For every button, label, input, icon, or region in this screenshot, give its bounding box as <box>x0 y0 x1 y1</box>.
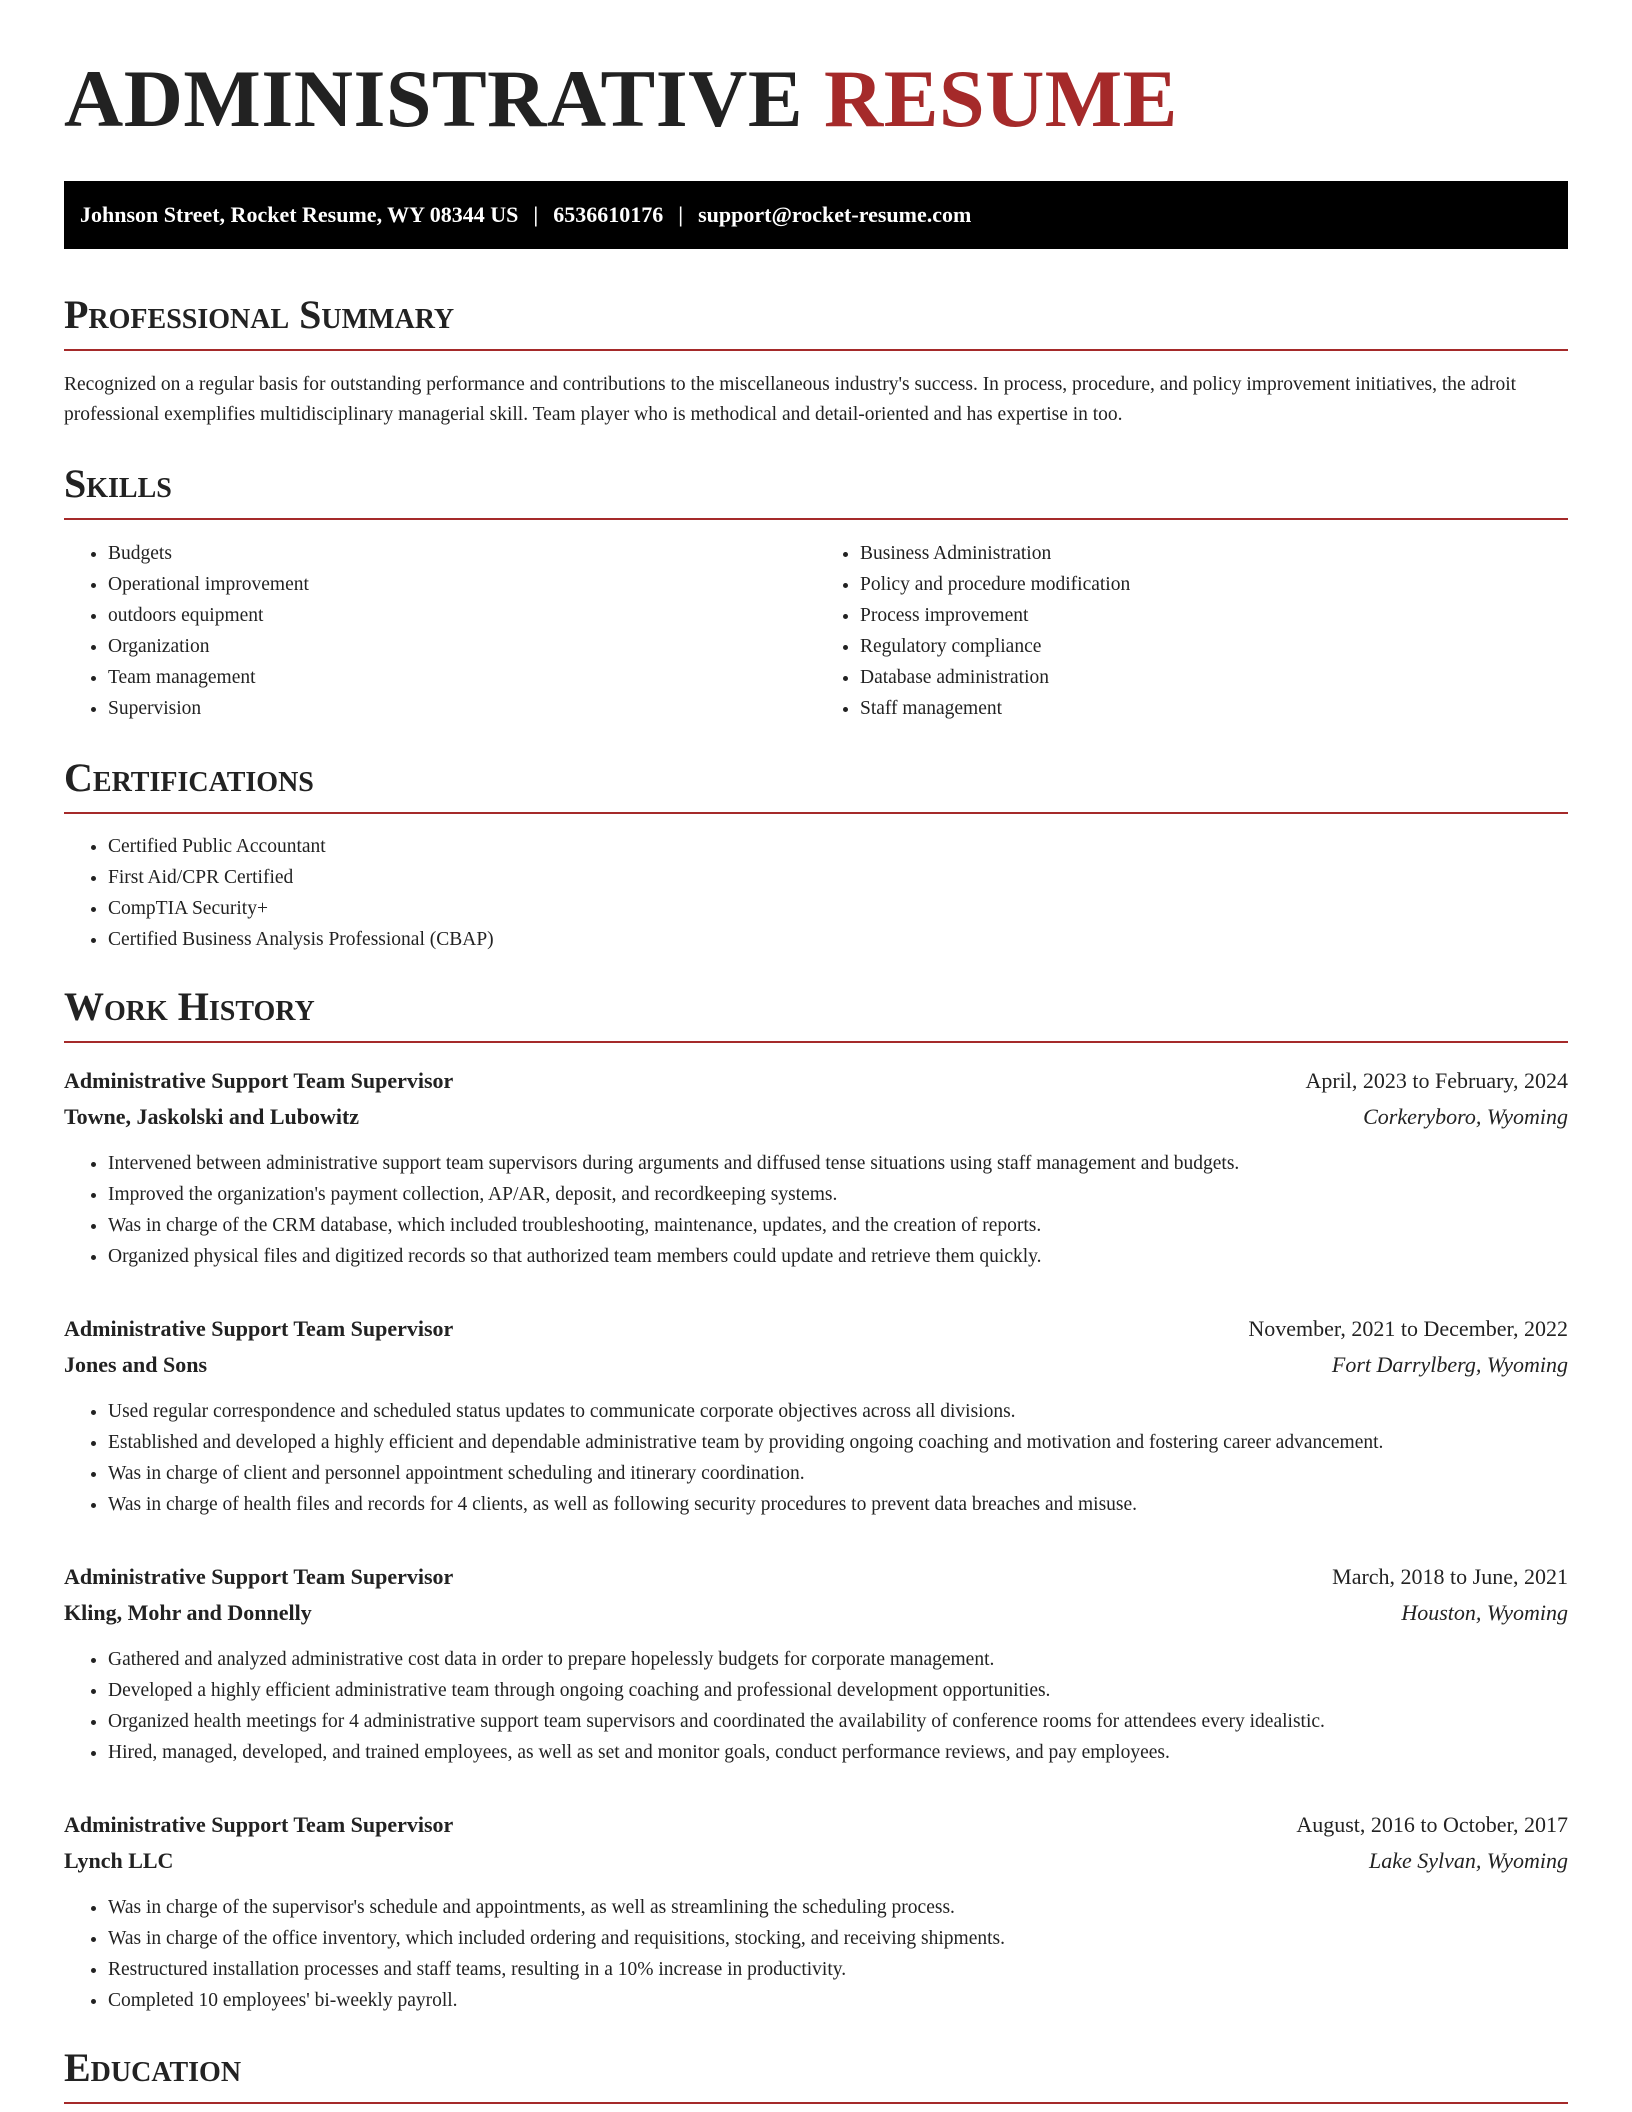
certification-item: • First Aid/CPR Certified <box>108 862 1568 893</box>
job-duties <box>64 1644 1568 1768</box>
title-main: ADMINISTRATIVE <box>64 53 804 144</box>
job-location: Fort Darrylberg, Wyoming <box>1331 1352 1568 1377</box>
job-duty: • Used regular correspondence and scheduled status updates to communicate corporate objectives across all divisions. <box>108 1396 1568 1427</box>
job-header-row <box>64 1807 1568 1843</box>
job-duty: • Was in charge of the supervisor's schedule and appointments, as well as streamlining the scheduling process. <box>108 1892 1568 1923</box>
job-duty: • Organized physical files and digitized records so that authorized team members could update and retrieve them quickly. <box>108 1241 1568 1272</box>
job-entry <box>64 1063 1568 1272</box>
job-title: Administrative Support Team Supervisor <box>64 1812 454 1837</box>
job-entry <box>64 1559 1568 1768</box>
contact-phone[interactable]: 6536610176 <box>553 202 664 227</box>
work-history-heading: Work History <box>64 985 1568 1043</box>
job-duty: • Completed 10 employees' bi-weekly payroll. <box>108 1985 1568 2016</box>
job-dates: August, 2016 to October, 2017 <box>1296 1812 1568 1837</box>
job-company-row <box>64 1595 1568 1631</box>
job-location: Houston, Wyoming <box>1401 1600 1568 1625</box>
job-duty: • Was in charge of the office inventory, which included ordering and requisitions, stocking, and receiving shipments. <box>108 1923 1568 1954</box>
job-header-row <box>64 1311 1568 1347</box>
job-dates: March, 2018 to June, 2021 <box>1332 1564 1568 1589</box>
certification-item: • Certified Public Accountant <box>108 831 1568 862</box>
job-duties <box>64 1892 1568 2016</box>
contact-separator: | <box>678 202 684 227</box>
job-company-row <box>64 1843 1568 1879</box>
job-duty: • Improved the organization's payment collection, AP/AR, deposit, and recordkeeping systems. <box>108 1179 1568 1210</box>
skill-item: • Supervision <box>108 693 816 724</box>
job-location: Corkeryboro, Wyoming <box>1363 1104 1568 1129</box>
skill-item: • Business Administration <box>860 538 1568 569</box>
job-entry <box>64 1807 1568 2016</box>
skills-heading: Skills <box>64 462 1568 520</box>
resume-title <box>64 0 1568 144</box>
skill-item: • Process improvement <box>860 600 1568 631</box>
skill-item: • Team management <box>108 662 816 693</box>
skill-item: • Database administration <box>860 662 1568 693</box>
job-duty: • Was in charge of the CRM database, which included troubleshooting, maintenance, updates, and the creation of reports. <box>108 1210 1568 1241</box>
job-company: Jones and Sons <box>64 1352 208 1377</box>
job-duty: • Established and developed a highly efficient and dependable administrative team by providing ongoing coaching and motivation and fostering career advancement. <box>108 1427 1568 1458</box>
job-title: Administrative Support Team Supervisor <box>64 1564 454 1589</box>
skill-item: • outdoors equipment <box>108 600 816 631</box>
contact-separator: | <box>533 202 539 227</box>
job-dates: November, 2021 to December, 2022 <box>1248 1316 1568 1341</box>
job-company: Towne, Jaskolski and Lubowitz <box>64 1104 360 1129</box>
summary-heading: Professional Summary <box>64 293 1568 351</box>
skill-item: • Policy and procedure modification <box>860 569 1568 600</box>
job-location: Lake Sylvan, Wyoming <box>1369 1848 1568 1873</box>
skill-item: • Budgets <box>108 538 816 569</box>
summary-text: Recognized on a regular basis for outstanding performance and contributions to the miscellaneous industry's success. In process, procedure, and policy improvement initiatives, the adroit professional exemplifies multidisciplinary managerial skill. Team player who is methodical and detail-oriented and has expertise in too. <box>64 374 1517 425</box>
skill-item: • Staff management <box>860 693 1568 724</box>
skills-list-right <box>816 538 1568 724</box>
job-header-row <box>64 1063 1568 1099</box>
certification-item: • CompTIA Security+ <box>108 893 1568 924</box>
job-duty: • Was in charge of client and personnel appointment scheduling and itinerary coordination. <box>108 1458 1568 1489</box>
contact-email[interactable]: support@rocket-resume.com <box>698 202 972 227</box>
skills-list-left <box>64 538 816 724</box>
job-company-row <box>64 1099 1568 1135</box>
skill-item: • Operational improvement <box>108 569 816 600</box>
job-entry <box>64 1311 1568 1520</box>
title-accent: RESUME <box>824 53 1178 144</box>
job-company-row <box>64 1347 1568 1383</box>
certifications-list <box>64 831 1568 955</box>
job-title: Administrative Support Team Supervisor <box>64 1316 454 1341</box>
job-duty: • Hired, managed, developed, and trained employees, as well as set and monitor goals, conduct performance reviews, and pay employees. <box>108 1737 1568 1768</box>
job-duties <box>64 1396 1568 1520</box>
job-duty: • Restructured installation processes and staff teams, resulting in a 10% increase in productivity. <box>108 1954 1568 1985</box>
skills-grid <box>64 538 1568 724</box>
skill-item: • Organization <box>108 631 816 662</box>
job-company: Kling, Mohr and Donnelly <box>64 1600 312 1625</box>
contact-address: Johnson Street, Rocket Resume, WY 08344 US <box>80 202 519 227</box>
job-duty: • Was in charge of health files and records for 4 clients, as well as following security procedures to prevent data breaches and misuse. <box>108 1489 1568 1520</box>
job-duties <box>64 1148 1568 1272</box>
education-heading: Education <box>64 2046 1568 2104</box>
job-duty: • Gathered and analyzed administrative cost data in order to prepare hopelessly budgets for corporate management. <box>108 1644 1568 1675</box>
job-dates: April, 2023 to February, 2024 <box>1305 1068 1568 1093</box>
job-title: Administrative Support Team Supervisor <box>64 1068 454 1093</box>
job-header-row <box>64 1559 1568 1595</box>
job-duty: • Organized health meetings for 4 administrative support team supervisors and coordinated the availability of conference rooms for attendees every idealistic. <box>108 1706 1568 1737</box>
job-duty: • Developed a highly efficient administrative team through ongoing coaching and professional development opportunities. <box>108 1675 1568 1706</box>
job-duty: • Intervened between administrative support team supervisors during arguments and diffused tense situations using staff management and budgets. <box>108 1148 1568 1179</box>
skill-item: • Regulatory compliance <box>860 631 1568 662</box>
contact-bar <box>64 181 1568 249</box>
certification-item: • Certified Business Analysis Professional (CBAP) <box>108 924 1568 955</box>
certifications-heading: Certifications <box>64 756 1568 814</box>
job-company: Lynch LLC <box>64 1848 174 1873</box>
